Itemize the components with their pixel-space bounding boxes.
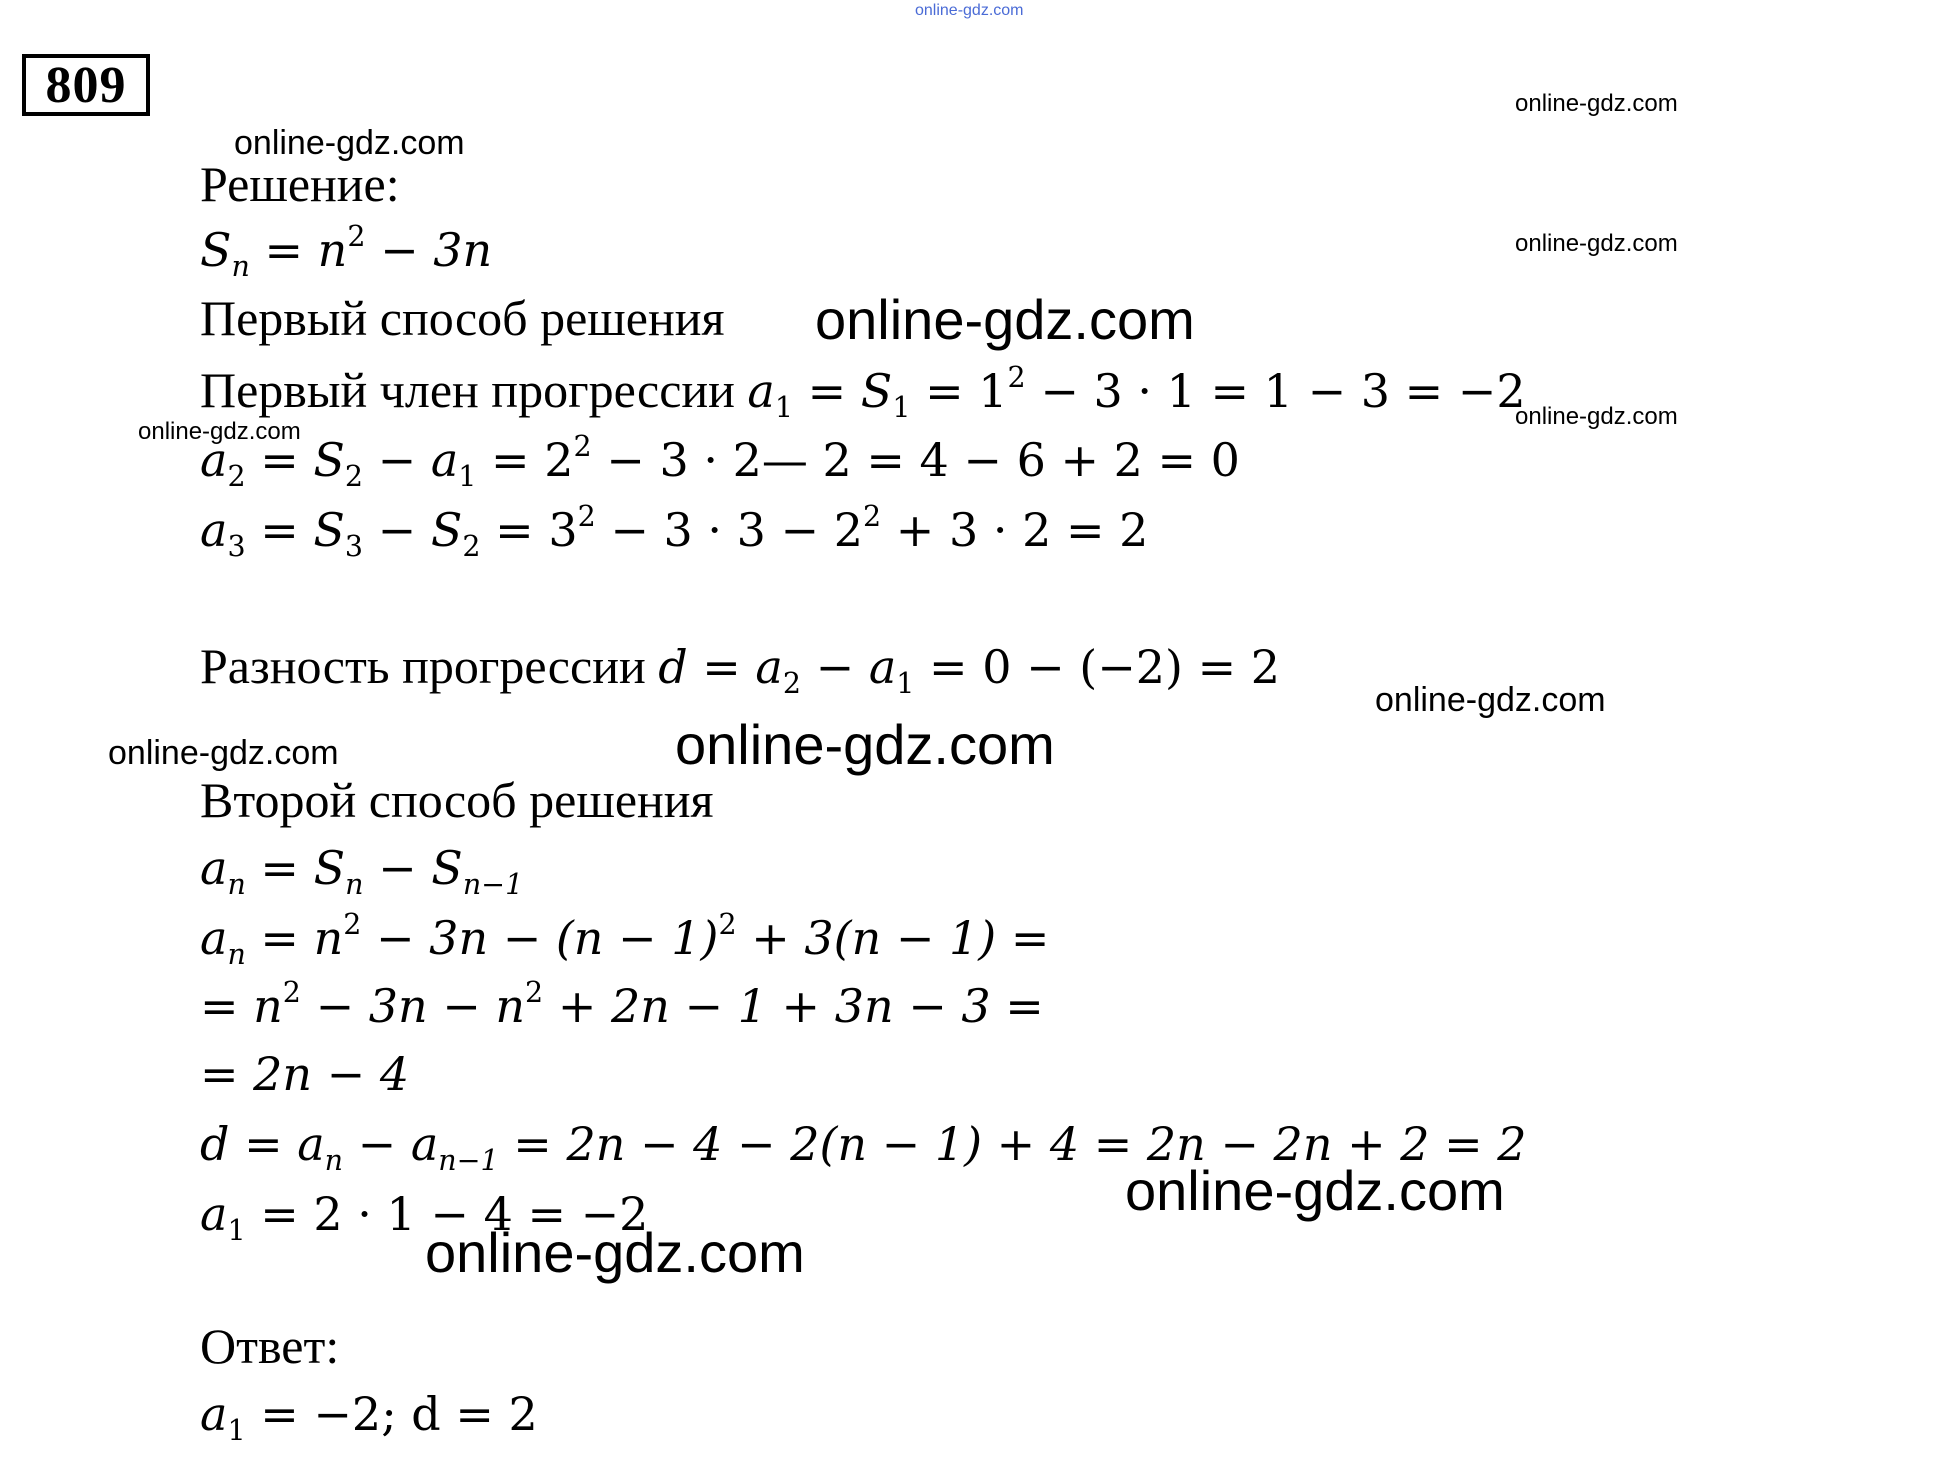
watermark: online-gdz.com [108,734,339,772]
an-formula: $a_n = S_n - S_{n-1}$ [200,841,524,901]
solution-label: Решение: [200,156,400,212]
expand-3: = 2n − 4 [200,1047,410,1101]
watermark-top: online-gdz.com [915,2,1024,19]
watermark: online-gdz.com [1515,403,1678,430]
answer-line: $a_1 = -2$; d = 2 [200,1387,538,1447]
d-line: $d = a_n - a_{n-1} = 2n - 4 - 2(n - 1) + 4 = 2n - 2n + 2 = 2$ [200,1117,1527,1177]
formula-sn: $S_n = n^2 - 3n$ [200,220,493,283]
a1-line: $a_1 = 2 \cdot 1 - 4 = -2$ [200,1187,649,1247]
a2-line: $a_2 = S_2 - a_1 = 2^2 - 3$ · 2— 2 = 4 − 6 + 2 = 0 [200,430,1240,493]
method1-title: Первый способ решения [200,290,725,346]
problem-number: 809 [22,54,150,116]
watermark: online-gdz.com [1515,230,1678,257]
answer-label: Ответ: [200,1318,340,1374]
watermark: online-gdz.com [1125,1159,1505,1222]
an-expand: $a_n = n^2 - 3n - (n - 1)^2 + 3(n - 1)$ = [200,908,1050,971]
difference-line: Разность прогрессии $d = a_2 - a_1 = 0 - (-2) = 2$ [200,638,1281,700]
watermark: online-gdz.com [1375,681,1606,719]
watermark: online-gdz.com [815,288,1195,351]
watermark: online-gdz.com [234,124,465,162]
watermark: online-gdz.com [425,1221,805,1284]
expand-2: = $n^2 - 3n - n^2 + 2n - 1 + 3n - 3$ = [200,976,1044,1033]
watermark: online-gdz.com [138,418,301,445]
first-term-line: Первый член прогрессии $a_1 = S_1 = 1^2 - 3 \cdot 1 = 1 - 3 = -2$ [200,361,1526,424]
method2-title: Второй способ решения [200,772,714,828]
watermark: online-gdz.com [1515,90,1678,117]
watermark: online-gdz.com [675,713,1055,776]
a3-line: $a_3 = S_3 - S_2 = 3^2 - 3 \cdot 3 - 2^2 + 3 \cdot 2 = 2$ [200,500,1149,563]
